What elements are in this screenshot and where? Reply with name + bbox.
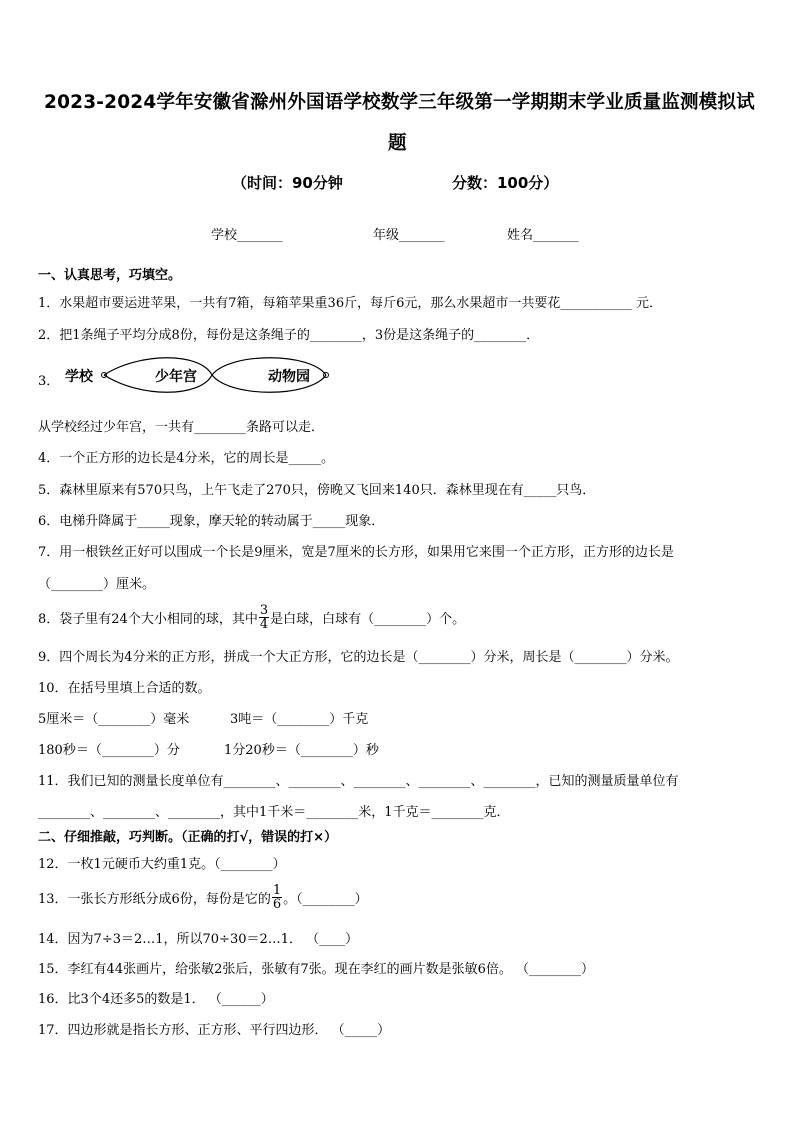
- question-12: 12．一枚1元硬币大约重1克。（________）: [38, 857, 286, 872]
- school-field: 学校_______: [211, 228, 283, 243]
- question-6: 6．电梯升降属于_____现象，摩天轮的转动属于_____现象．: [38, 514, 385, 529]
- fraction-denominator: 4: [259, 616, 269, 632]
- question-5: 5．森林里原来有570只鸟，上午飞走了270只，傍晚又飞回来140只．森林里现在有_____只鸟．: [38, 483, 596, 498]
- question-1: 1．水果超市要运进苹果，一共有7箱，每箱苹果重36斤，每斤6元，那么水果超市一共要花___________ 元．: [38, 296, 662, 311]
- section-1-heading: 一、认真思考，巧填空。: [38, 268, 182, 283]
- question-17: 17．四边形就是指长方形、正方形、平行四边形． （_____）: [38, 1023, 391, 1038]
- question-16: 16．比3个4还多5的数是1． （______）: [38, 992, 274, 1007]
- question-8-pre: 8．袋子里有24个大小相同的球，其中: [38, 611, 258, 627]
- fraction-numerator: 3: [259, 602, 269, 618]
- question-4: 4．一个正方形的边长是4分米，它的周长是_____。: [38, 451, 335, 466]
- question-9: 9．四个周长为4分米的正方形，拼成一个大正方形，它的边长是（________）分米，周长是（________）分米。: [38, 650, 679, 665]
- section-2-heading: 二、仔细推敲，巧判断。（正确的打√，错误的打×）: [38, 830, 338, 845]
- grade-field: 年级_______: [373, 228, 445, 243]
- page-title-continued: 题: [388, 133, 407, 154]
- fraction-numerator: 1: [272, 882, 282, 898]
- question-8-post: 是白球，白球有（________）个。: [270, 611, 466, 627]
- question-10-d: 1分20秒＝（________）秒: [224, 743, 379, 758]
- name-field: 姓名_______: [507, 228, 579, 243]
- question-2: 2．把1条绳子平均分成8份，每份是这条绳子的________，3份是这条绳子的________．: [38, 328, 540, 343]
- question-10-c: 180秒＝（________）分: [38, 743, 180, 758]
- question-13-pre: 13．一张长方形纸分成6份，每份是它的: [38, 891, 271, 907]
- question-13-fraction: [272, 884, 282, 911]
- exam-time: （时间：90分钟: [232, 174, 343, 192]
- exam-score: 分数：100分）: [452, 174, 559, 192]
- question-10: 10．在括号里填上合适的数。: [38, 681, 211, 696]
- fraction-denominator: 6: [272, 896, 282, 912]
- question-10-b: 3吨＝（________）千克: [230, 712, 369, 727]
- question-3-text: 从学校经过少年宫，一共有________条路可以走．: [38, 420, 325, 435]
- question-7-line2: （________）厘米。: [38, 577, 156, 592]
- question-13: [38, 878, 368, 916]
- question-8: [38, 598, 465, 636]
- question-3-number: 3．: [38, 374, 60, 389]
- question-8-fraction: [259, 604, 269, 631]
- question-11-line1: 11．我们已知的测量长度单位有________、________、________、________、________，已知的测量质量单位有: [38, 774, 679, 789]
- question-7-line1: 7．用一根铁丝正好可以围成一个长是9厘米，宽是7厘米的长方形，如果用它来围一个正方形，正方形的边长是: [38, 545, 674, 560]
- question-13-post: 。（________）: [283, 891, 368, 907]
- diagram-label-palace: 少年宫: [155, 369, 197, 385]
- question-14: 14．因为7÷3＝2…1，所以70÷30＝2…1． （____）: [38, 932, 359, 947]
- page-title: 2023-2024学年安徽省滁州外国语学校数学三年级第一学期期末学业质量监测模拟试: [44, 92, 755, 113]
- question-15: 15．李红有44张画片，给张敏2张后，张敏有7张。现在李红的画片数是张敏6倍。 （________）: [38, 962, 595, 977]
- question-10-a: 5厘米＝（________）毫米: [38, 712, 190, 727]
- diagram-label-school: 学校: [65, 369, 93, 385]
- diagram-label-zoo: 动物园: [268, 369, 310, 385]
- question-11-line2: ________、________、________，其中1千米＝________米，1千克＝________克．: [38, 805, 510, 820]
